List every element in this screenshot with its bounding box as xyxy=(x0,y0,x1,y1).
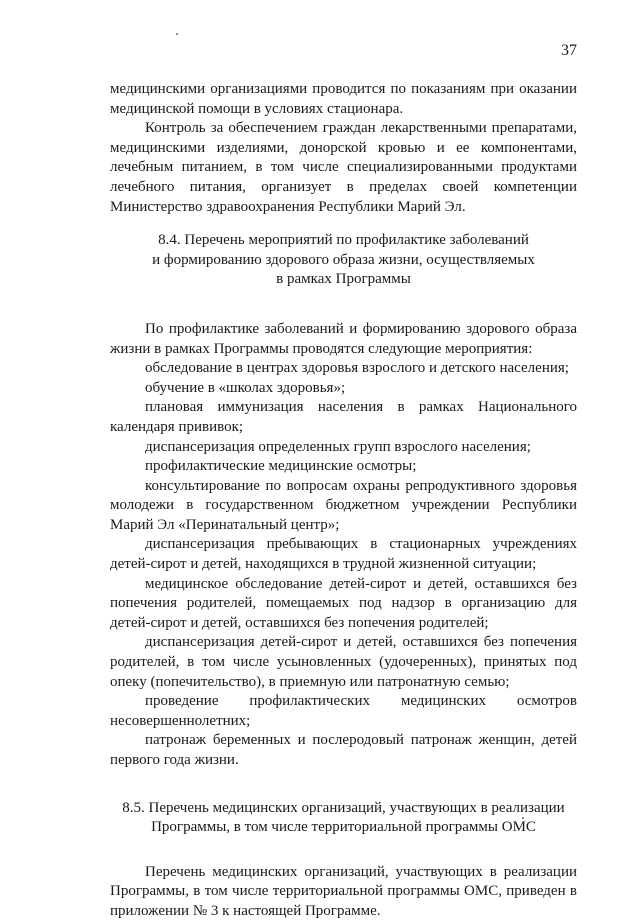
list-item: обследование в центрах здоровья взрослого и детского населения; xyxy=(145,360,569,377)
section-title-line: 8.5. Перечень медицинских организаций, участвующих в реализации xyxy=(122,799,565,816)
section-8-5-body: Перечень медицинских организаций, участвующих в реализации Программы, в том числе территориальной программы ОМС, приведен в приложении № 3 к настоящей Программе. xyxy=(110,863,577,919)
section-title-line: Программы, в том числе территориальной программы ОМС xyxy=(151,819,536,836)
list-item: диспансеризация пребывающих в стационарных учреждениях детей-сирот и детей, находящихся в трудной жизненной ситуации; xyxy=(110,536,577,573)
list-item: профилактические медицинские осмотры; xyxy=(145,458,417,475)
list-item: плановая иммунизация населения в рамках Национального календаря прививок; xyxy=(110,399,577,435)
document-body xyxy=(110,80,577,922)
paragraph-continuation: медицинскими организациями проводится по показаниям при оказании медицинской помощи в условиях стационара. xyxy=(110,81,577,117)
list-item: проведение профилактических медицинских осмотров несовершеннолетних; xyxy=(110,693,577,729)
list-item: диспансеризация детей-сирот и детей, оставшихся без попечения родителей, в том числе усыновленных (удочеренных), принятых под опеку (попечительство), в приемную или патронатную семью; xyxy=(110,634,577,690)
list-item: диспансеризация определенных групп взрослого населения; xyxy=(145,438,531,455)
page-number: 37 xyxy=(561,42,577,59)
section-title-line: 8.4. Перечень мероприятий по профилактике заболеваний xyxy=(158,232,529,249)
list-item: медицинское обследование детей-сирот и детей, оставшихся без попечения родителей, помещаемых под надзор в организацию для детей-сирот и детей, оставшихся без попечения родителей; xyxy=(110,575,577,631)
scan-speck xyxy=(176,33,178,35)
section-title-line: в рамках Программы xyxy=(276,271,411,288)
paragraph-control: Контроль за обеспечением граждан лекарственными препаратами, медицинскими изделиями, донорской кровью и ее компонентами, лечебным питанием, в том числе специализированными продуктами лечебного питания, организует в пределах своей компетенции Министерство здравоохранения Республики Марий Эл. xyxy=(110,120,577,215)
section-8-4-title xyxy=(110,231,577,290)
section-8-5-title xyxy=(110,799,577,838)
list-item: патронаж беременных и послеродовый патронаж женщин, детей первого года жизни. xyxy=(110,732,577,768)
list-item: обучение в «школах здоровья»; xyxy=(145,379,346,396)
section-title-line: и формированию здорового образа жизни, осуществляемых xyxy=(152,251,535,268)
section-8-4-intro: По профилактике заболеваний и формированию здорового образа жизни в рамках Программы проводятся следующие мероприятия: xyxy=(110,320,577,357)
list-item: консультирование по вопросам охраны репродуктивного здоровья молодежи в государственном бюджетном учреждении Республики Марий Эл «Перинатальный центр»; xyxy=(110,477,577,533)
